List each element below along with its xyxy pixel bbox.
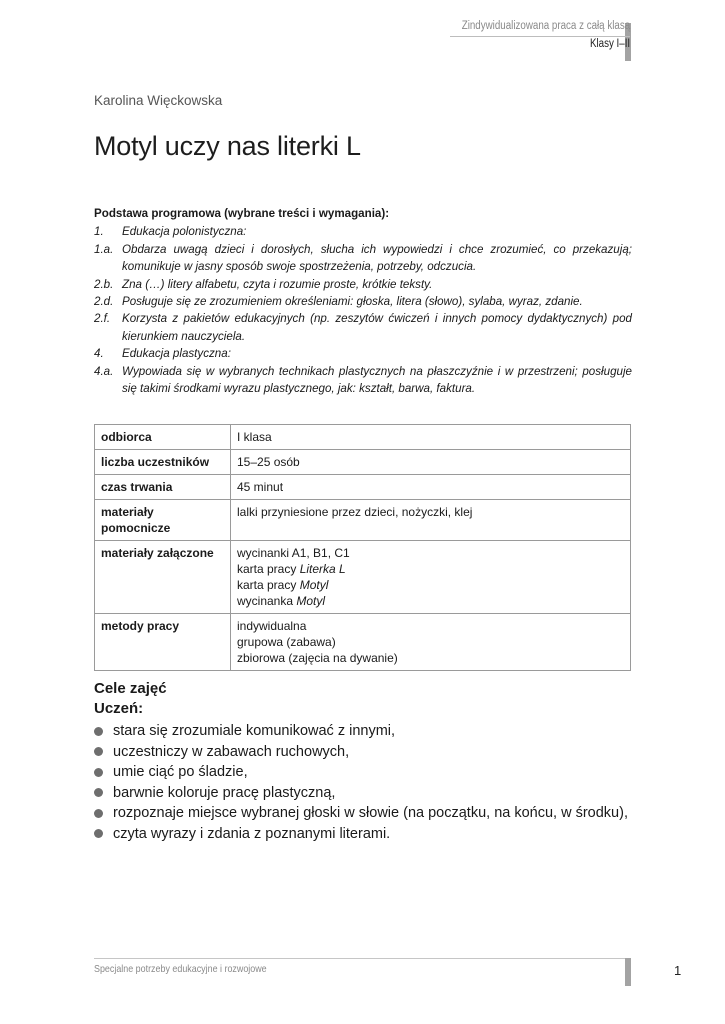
goal-item — [94, 721, 654, 742]
curriculum-item — [94, 276, 632, 293]
curriculum-item-text: Wypowiada się w wybranych technikach plastycznych na płaszczyźnie i w przestrzeni; posługuje się takimi środkami wyrazu plastycznego, jak: kształt, barwa, faktura. — [122, 364, 632, 396]
bullet-icon — [94, 727, 103, 736]
goals-section — [94, 679, 654, 844]
students-value: 15–25 osób — [231, 450, 631, 475]
attached-materials-value — [231, 541, 631, 614]
method-item: grupowa (zabawa) — [237, 635, 336, 649]
goals-heading: Cele zajęć — [94, 680, 167, 697]
goal-item — [94, 803, 654, 824]
attached-material-title: Literka L — [299, 562, 346, 576]
students-label: liczba uczestników — [95, 450, 231, 475]
attached-material-title: Motyl — [299, 578, 329, 592]
bullet-icon — [94, 768, 103, 777]
curriculum-item-number: 2.b. — [94, 277, 114, 291]
table-row — [95, 425, 631, 450]
attached-material-prefix: karta pracy — [237, 562, 300, 576]
recipient-value: I klasa — [231, 425, 631, 450]
bullet-icon — [94, 809, 103, 818]
goal-text: czyta wyrazy i zdania z poznanymi literami. — [113, 825, 391, 842]
curriculum-item-number: 2.f. — [94, 312, 111, 326]
attached-material-prefix: wycinanka — [237, 594, 297, 608]
curriculum-item-number: 2.d. — [94, 295, 114, 309]
footer-divider — [94, 958, 631, 959]
attached-material-prefix: karta pracy — [237, 578, 300, 592]
method-item: zbiorowa (zajęcia na dywanie) — [237, 651, 398, 665]
methods-value — [231, 614, 631, 671]
header-text-block — [432, 18, 630, 54]
curriculum-item-text: Korzysta z pakietów edukacyjnych (np. zeszytów ćwiczeń i innych pomocy dydaktycznych) pod kierunkiem nauczyciela. — [122, 312, 632, 343]
attached-material-item — [237, 561, 624, 577]
duration-label: czas trwania — [95, 475, 231, 500]
curriculum-section — [94, 205, 632, 397]
goal-text: stara się zrozumiale komunikować z innymi, — [113, 723, 396, 739]
duration-value: 45 minut — [231, 475, 631, 500]
curriculum-item-text: Edukacja plastyczna: — [122, 347, 231, 361]
aids-label: materiały pomocnicze — [95, 500, 231, 541]
curriculum-item — [94, 363, 632, 398]
method-item: indywidualna — [237, 619, 307, 633]
aids-value: lalki przyniesione przez dzieci, nożyczki, klej — [231, 500, 631, 541]
curriculum-item-number: 4. — [94, 347, 104, 361]
goal-item — [94, 742, 654, 763]
footer-accent-bar — [625, 958, 631, 986]
curriculum-item — [94, 310, 632, 345]
goal-item — [94, 762, 654, 783]
bullet-icon — [94, 788, 103, 797]
goal-text: uczestniczy w zabawach ruchowych, — [113, 743, 350, 760]
table-row — [95, 475, 631, 500]
goal-text: umie ciąć po śladzie, — [113, 764, 248, 780]
bullet-icon — [94, 829, 103, 838]
curriculum-item-text: Edukacja polonistyczna: — [122, 225, 247, 239]
table-row — [95, 450, 631, 475]
table-row — [95, 541, 631, 614]
goals-subheading: Uczeń: — [94, 700, 144, 717]
curriculum-item-number: 4.a. — [94, 364, 114, 378]
goal-item — [94, 824, 654, 845]
curriculum-item — [94, 293, 632, 310]
footer-text: Specjalne potrzeby edukacyjne i rozwojowe — [94, 963, 267, 975]
table-row — [95, 500, 631, 541]
goals-list — [94, 721, 654, 844]
curriculum-item-number: 1.a. — [94, 242, 114, 256]
header-subtitle: Zindywidualizowana praca z całą klasą — [461, 20, 630, 32]
curriculum-item-text: Zna (…) litery alfabetu, czyta i rozumie proste, krótkie teksty. — [122, 277, 433, 291]
bullet-icon — [94, 747, 103, 756]
goal-text: barwnie koloruje pracę plastyczną, — [113, 784, 336, 801]
curriculum-heading: Podstawa programowa (wybrane treści i wymagania): — [94, 207, 390, 220]
page-title: Motyl uczy nas literki L — [94, 131, 361, 161]
table-row — [95, 614, 631, 671]
goal-text: rozpoznaje miejsce wybranej głoski w słowie (na początku, na końcu, w środku), — [113, 805, 628, 821]
page-number: 1 — [674, 963, 682, 978]
goal-item — [94, 783, 654, 804]
attached-material-item — [237, 593, 624, 609]
curriculum-item-text: Obdarza uwagą dzieci i dorosłych, słucha ich wypowiedzi i chce zrozumieć, co przekazują; komunikuje w jasny sposób swoje spostrzeżenia, potrzeby, odczucia. — [122, 242, 632, 274]
recipient-label: odbiorca — [95, 425, 231, 450]
methods-label: metody pracy — [95, 614, 231, 671]
curriculum-item — [94, 345, 632, 362]
curriculum-item — [94, 241, 632, 276]
curriculum-item-text: Posługuje się ze zrozumieniem określeniami: głoska, litera (słowo), sylaba, wyraz, zdanie. — [122, 295, 583, 309]
curriculum-item — [94, 223, 632, 240]
attached-material-item — [237, 577, 624, 593]
author-name: Karolina Więckowska — [94, 93, 223, 108]
header-classes: Klasy I–II — [589, 38, 630, 50]
attached-materials-label: materiały załączone — [95, 541, 231, 614]
curriculum-item-number: 1. — [94, 225, 104, 239]
lesson-info-table — [94, 424, 631, 671]
attached-material-title: Motyl — [296, 594, 326, 608]
attached-material-item: wycinanki A1, B1, C1 — [237, 546, 350, 560]
